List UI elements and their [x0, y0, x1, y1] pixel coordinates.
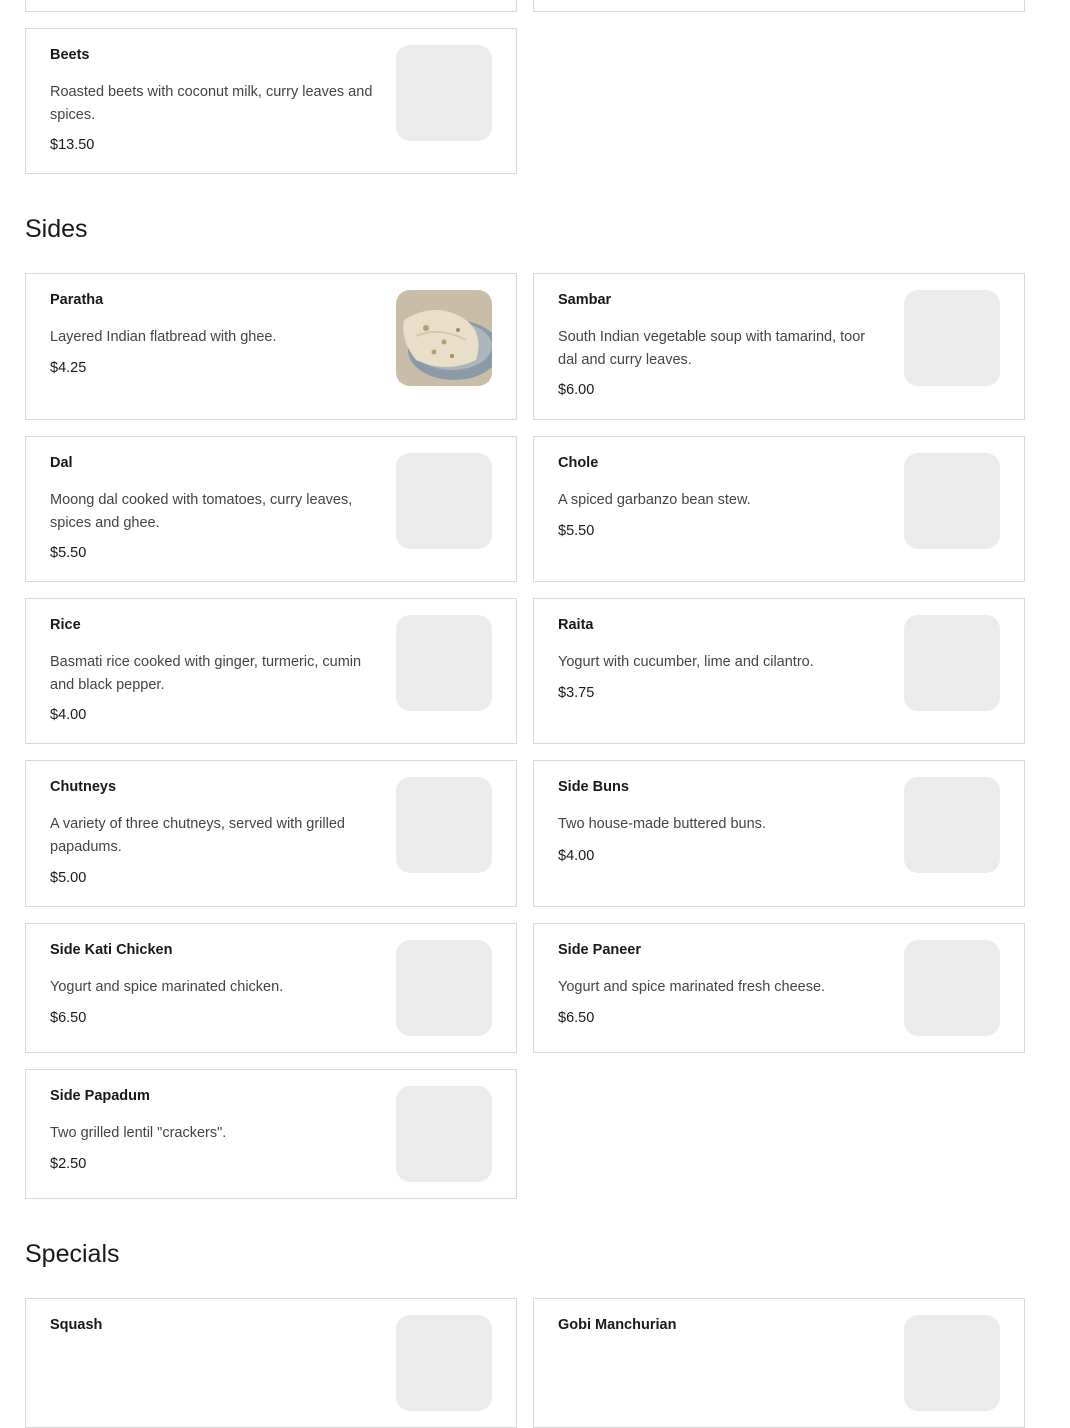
item-description: Basmati rice cooked with ginger, turmeric, cumin and black pepper. [50, 654, 362, 693]
menu-item-sambar[interactable] [533, 273, 1025, 420]
menu-item-side-kati-chicken[interactable] [25, 923, 517, 1053]
item-photo [396, 290, 492, 386]
item-price: $5.00 [50, 870, 87, 886]
menu-item-card-partial[interactable] [25, 0, 517, 12]
item-name: Side Buns [558, 779, 629, 795]
section-title-sides: Sides [25, 215, 88, 243]
item-description: Yogurt and spice marinated fresh cheese. [558, 979, 826, 995]
item-price: $6.50 [558, 1010, 595, 1026]
item-image-placeholder [396, 45, 492, 141]
item-name: Raita [558, 617, 594, 633]
item-price: $6.50 [50, 1010, 87, 1026]
item-price: $3.75 [558, 685, 595, 701]
item-description: Two house-made buttered buns. [558, 816, 766, 832]
item-name: Squash [50, 1317, 103, 1333]
menu-item-side-papadum[interactable] [25, 1069, 517, 1199]
item-image-placeholder [904, 777, 1000, 873]
section-title-specials: Specials [25, 1240, 120, 1268]
item-name: Rice [50, 617, 81, 633]
item-name: Beets [50, 47, 90, 63]
item-name: Paratha [50, 292, 104, 308]
item-name: Side Paneer [558, 942, 642, 958]
item-description: Moong dal cooked with tomatoes, curry leaves, spices and ghee. [50, 492, 353, 531]
item-image-placeholder [396, 777, 492, 873]
item-description: Layered Indian flatbread with ghee. [50, 329, 277, 345]
menu-item-side-buns[interactable] [533, 760, 1025, 907]
item-image-placeholder [904, 453, 1000, 549]
menu-item-raita[interactable] [533, 598, 1025, 744]
item-price: $5.50 [558, 523, 595, 539]
paratha-photo-icon [396, 290, 492, 386]
item-price: $4.00 [558, 848, 595, 864]
menu-item-card-partial[interactable] [533, 0, 1025, 12]
item-description: A spiced garbanzo bean stew. [558, 492, 751, 508]
item-description: A variety of three chutneys, served with grilled papadums. [50, 816, 345, 855]
item-image-placeholder [904, 940, 1000, 1036]
item-image-placeholder [396, 1315, 492, 1411]
menu-item-chole[interactable] [533, 436, 1025, 582]
menu-item-rice[interactable] [25, 598, 517, 744]
item-name: Dal [50, 455, 73, 471]
item-description: South Indian vegetable soup with tamarind, toor dal and curry leaves. [558, 329, 866, 368]
item-description: Yogurt and spice marinated chicken. [50, 979, 284, 995]
item-description: Two grilled lentil "crackers". [50, 1125, 227, 1141]
item-image-placeholder [904, 290, 1000, 386]
item-price: $6.00 [558, 382, 595, 398]
menu-item-chutneys[interactable] [25, 760, 517, 907]
menu-item-squash[interactable] [25, 1298, 517, 1428]
menu-item-beets[interactable] [25, 28, 517, 174]
item-image-placeholder [904, 615, 1000, 711]
item-price: $13.50 [50, 137, 95, 153]
menu-item-side-paneer[interactable] [533, 923, 1025, 1053]
item-name: Side Papadum [50, 1088, 150, 1104]
item-image-placeholder [396, 1086, 492, 1182]
menu-item-paratha[interactable] [25, 273, 517, 420]
item-name: Gobi Manchurian [558, 1317, 677, 1333]
item-name: Side Kati Chicken [50, 942, 173, 958]
menu-item-dal[interactable] [25, 436, 517, 582]
item-price: $5.50 [50, 545, 87, 561]
item-image-placeholder [396, 615, 492, 711]
item-description: Roasted beets with coconut milk, curry leaves and spices. [50, 84, 373, 123]
item-description: Yogurt with cucumber, lime and cilantro. [558, 654, 814, 670]
menu-item-gobi-manchurian[interactable] [533, 1298, 1025, 1428]
item-name: Chutneys [50, 779, 117, 795]
item-price: $2.50 [50, 1156, 87, 1172]
item-name: Sambar [558, 292, 612, 308]
item-image-placeholder [904, 1315, 1000, 1411]
item-name: Chole [558, 455, 599, 471]
item-price: $4.25 [50, 360, 87, 376]
item-image-placeholder [396, 940, 492, 1036]
item-price: $4.00 [50, 707, 87, 723]
item-image-placeholder [396, 453, 492, 549]
